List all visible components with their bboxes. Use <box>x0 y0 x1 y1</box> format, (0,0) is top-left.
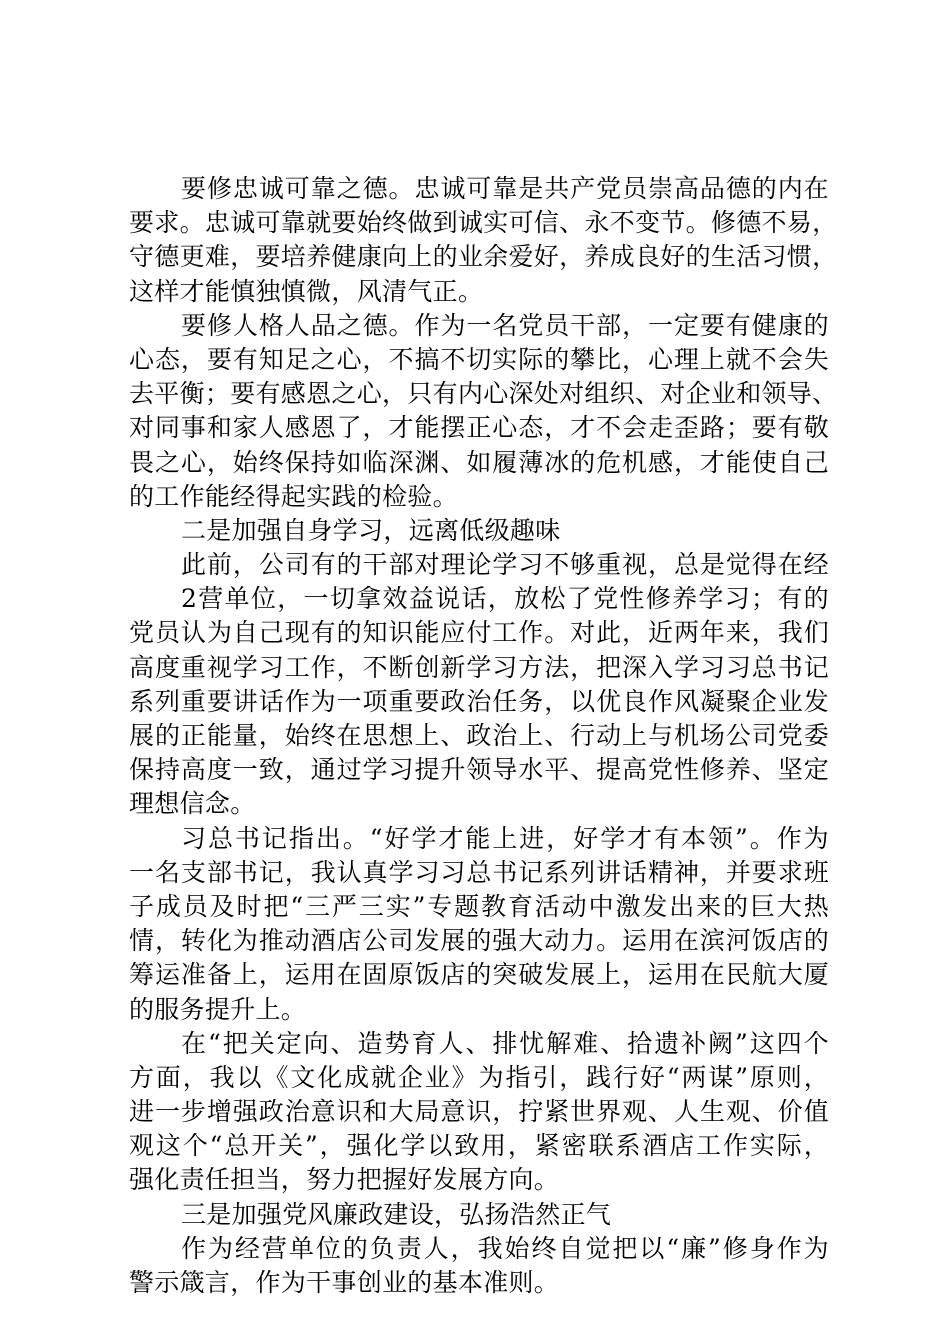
paragraph-line: 高度重视学习工作，不断创新学习方法，把深入学习习总书记 <box>129 652 829 682</box>
paragraph-line: 方面，我以《文化成就企业》为指引，践行好“两谋”原则， <box>129 1062 829 1092</box>
paragraph-line: 筹运准备上，运用在固原饭店的突破发展上，运用在民航大厦 <box>129 960 829 990</box>
paragraph-line: 要求。忠诚可靠就要始终做到诚实可信、永不变节。修德不易， <box>129 208 838 238</box>
paragraph-line: 的服务提升上。 <box>129 994 307 1024</box>
paragraph-line: 强化责任担当，努力把握好发展方向。 <box>129 1165 560 1195</box>
paragraph-line: 作为经营单位的负责人，我始终自觉把以“廉”修身作为 <box>181 1233 829 1263</box>
paragraph-line: 2营单位，一切拿效益说话，放松了党性修养学习；有的 <box>181 584 829 614</box>
paragraph-line: 要修人格人品之德。作为一名党员干部，一定要有健康的 <box>181 310 829 340</box>
section-heading: 二是加强自身学习，远离低级趣味 <box>181 515 561 545</box>
paragraph-line: 的工作能经得起实践的检验。 <box>129 481 458 511</box>
paragraph-line: 党员认为自己现有的知识能应付工作。对此，近两年来，我们 <box>129 618 829 648</box>
paragraph-line: 理想信念。 <box>129 789 256 819</box>
paragraph-line: 展的正能量，始终在思想上、政治上、行动上与机场公司党委 <box>129 721 829 750</box>
paragraph-line: 警示箴言，作为干事创业的基本准则。 <box>129 1268 560 1297</box>
paragraph-line: 这样才能慎独慎微，风清气正。 <box>129 276 484 306</box>
paragraph-line: 一名支部书记，我认真学习习总书记系列讲话精神，并要求班 <box>129 857 829 887</box>
paragraph-line: 系列重要讲话作为一项重要政治任务，以优良作风凝聚企业发 <box>129 686 829 716</box>
document-body <box>129 172 838 1300</box>
paragraph-line: 对同事和家人感恩了，才能摆正心态，才不会走歪路；要有敬 <box>129 413 829 443</box>
paragraph-line: 守德更难，要培养健康向上的业余爱好，养成良好的生活习惯， <box>129 242 838 272</box>
paragraph-line: 心态，要有知足之心，不搞不切实际的攀比，心理上就不会失 <box>129 344 829 374</box>
paragraph-line: 情，转化为推动酒店公司发展的强大动力。运用在滨河饭店的 <box>129 926 829 956</box>
paragraph-line: 此前，公司有的干部对理论学习不够重视，总是觉得在经 <box>181 550 829 580</box>
paragraph-line: 习总书记指出。“好学才能上进，好学才有本领”。作为 <box>181 823 829 853</box>
paragraph-line: 观这个“总开关”，强化学以致用，紧密联系酒店工作实际， <box>129 1131 829 1161</box>
paragraph-line: 去平衡；要有感恩之心，只有内心深处对组织、对企业和领导、 <box>129 379 838 409</box>
paragraph-line: 要修忠诚可靠之德。忠诚可靠是共产党员崇高品德的内在 <box>181 174 829 203</box>
paragraph-line: 进一步增强政治意识和大局意识，拧紧世界观、人生观、价值 <box>129 1097 829 1127</box>
paragraph-line: 保持高度一致，通过学习提升领导水平、提高党性修养、坚定 <box>129 755 829 785</box>
paragraph-line: 子成员及时把“三严三实”专题教育活动中激发出来的巨大热 <box>129 891 829 921</box>
paragraph-line: 在“把关定向、造势育人、排忧解难、拾遗补阙”这四个 <box>181 1028 829 1058</box>
section-heading: 三是加强党风廉政建设，弘扬浩然正气 <box>181 1199 612 1229</box>
paragraph-line: 畏之心，始终保持如临深渊、如履薄冰的危机感，才能使自己 <box>129 447 829 477</box>
